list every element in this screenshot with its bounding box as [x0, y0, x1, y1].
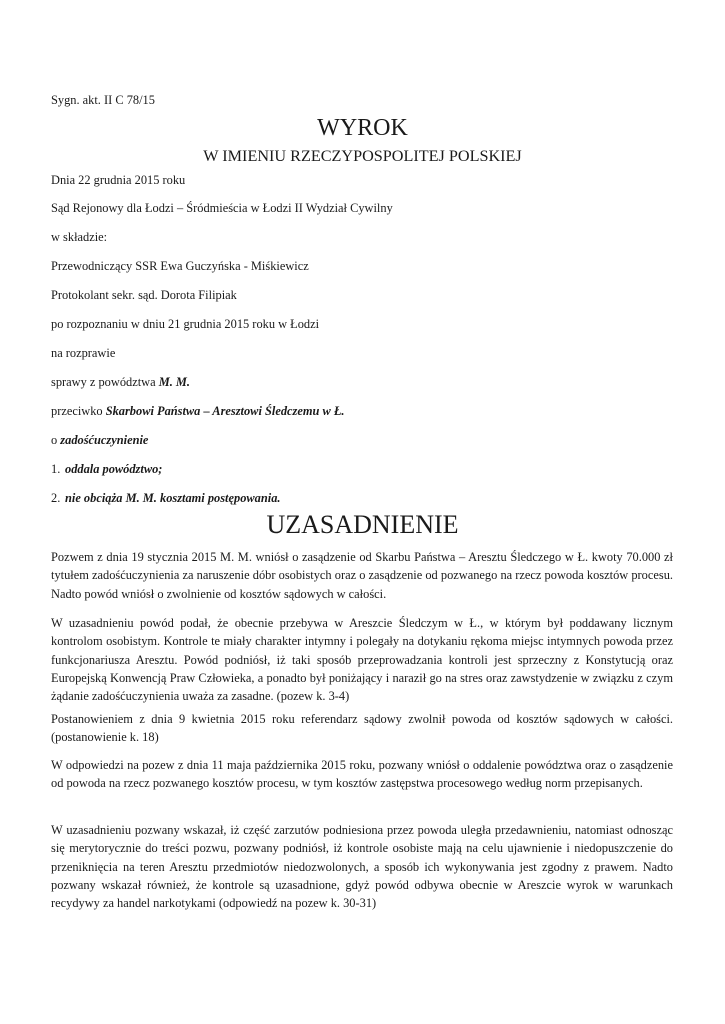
ruling-number: 2. [51, 491, 61, 505]
examination-date: po rozpoznaniu w dniu 21 grudnia 2015 roku w Łodzi [51, 317, 320, 331]
presiding-judge: Przewodniczący SSR Ewa Guczyńska - Miśkiewicz [51, 259, 309, 273]
subject-line [51, 432, 148, 449]
ruling-text: nie obciąża M. M. kosztami postępowania. [65, 491, 281, 505]
composition-label: w składzie: [51, 230, 108, 244]
justification-paragraph: W odpowiedzi na pozew z dnia 11 maja października 2015 roku, pozwany wniósł o oddalenie powództwa oraz o zasądzenie od powoda na rzecz pozwanego kosztów procesu, w tym kosztów zastępstwa procesowego według norm przepisanych. [51, 758, 673, 791]
claimant-name: M. M. [158, 375, 191, 389]
justification-title: UZASADNIENIE [266, 510, 459, 539]
court-name: Sąd Rejonowy dla Łodzi – Śródmieścia w Łodzi II Wydział Cywilny [51, 201, 393, 215]
justification-paragraph: Pozwem z dnia 19 stycznia 2015 M. M. wniósł o zasądzenie od Skarbu Państwa – Aresztu Śledczego w Ł. kwoty 70.000 zł tytułem zadośćuczynienia za naruszenie dóbr osobistych oraz o zasądzenie od pozwanego na rzecz powoda kosztów procesu. Nadto powód wniósł o zwolnienie od kosztów sądowych w całości. [51, 550, 673, 601]
ruling-text: oddala powództwo; [65, 462, 163, 476]
ruling-number: 1. [51, 462, 61, 476]
judgment-title: WYROK [317, 115, 408, 141]
case-reference: Sygn. akt. II C 78/15 [51, 93, 155, 107]
hearing-label: na rozprawie [51, 346, 116, 360]
justification-paragraph: W uzasadnieniu powód podał, że obecnie przebywa w Areszcie Śledczym w Ł., w którym był poddawany licznym kontrolom osobistym. Kontrole te miały charakter intymny i polegały na dotykaniu rękoma miejsc intymnych powoda przez funkcjonariusza Aresztu. Powód podniósł, iż taki sposób przeprowadzania kontroli jest sprzeczny z Konstytucją oraz Europejską Konwencją Praw Człowieka, a ponadto był poniżający i naraził go na stres oraz zawstydzenie w związku z czym żądanie zadośćuczynienia uważa za zasadne. (pozew k. 3-4) [51, 616, 673, 704]
ruling-item [51, 490, 280, 507]
against-line [51, 403, 345, 420]
subject-matter: zadośćuczynienie [60, 433, 149, 447]
defendant-name: Skarbowi Państwa – Aresztowi Śledczemu w Ł. [105, 404, 345, 418]
subject-prefix: o [51, 433, 61, 447]
claim-line [51, 374, 190, 391]
justification-paragraph: W uzasadnieniu pozwany wskazał, iż część zarzutów podniesiona przez powoda uległa przedawnieniu, natomiast odnosząc się merytorycznie do treści pozwu, pozwany podniósł, iż kontrole osobiste mają na celu ujawnienie i niedopuszczenie do przeniknięcia na teren Aresztu przedmiotów niedozwolonych, a sposób ich wykonywania jest zgodny z prawem. Nadto pozwany wskazał również, że kontrole są uzasadnione, gdyż powód odbywa obecnie w Areszcie wyrok w warunkach recydywy za handel narkotykami (odpowiedź na pozew k. 30-31) [51, 823, 673, 911]
claim-prefix: sprawy z powództwa [51, 375, 159, 389]
judgment-subtitle: W IMIENIU RZECZYPOSPOLITEJ POLSKIEJ [203, 147, 522, 165]
justification-paragraph: Postanowieniem z dnia 9 kwietnia 2015 roku referendarz sądowy zwolnił powoda od kosztów sądowych w całości. (postanowienie k. 18) [51, 712, 673, 745]
ruling-item [51, 461, 162, 478]
against-prefix: przeciwko [51, 404, 106, 418]
judgment-date: Dnia 22 grudnia 2015 roku [51, 173, 186, 187]
court-clerk: Protokolant sekr. sąd. Dorota Filipiak [51, 288, 237, 302]
